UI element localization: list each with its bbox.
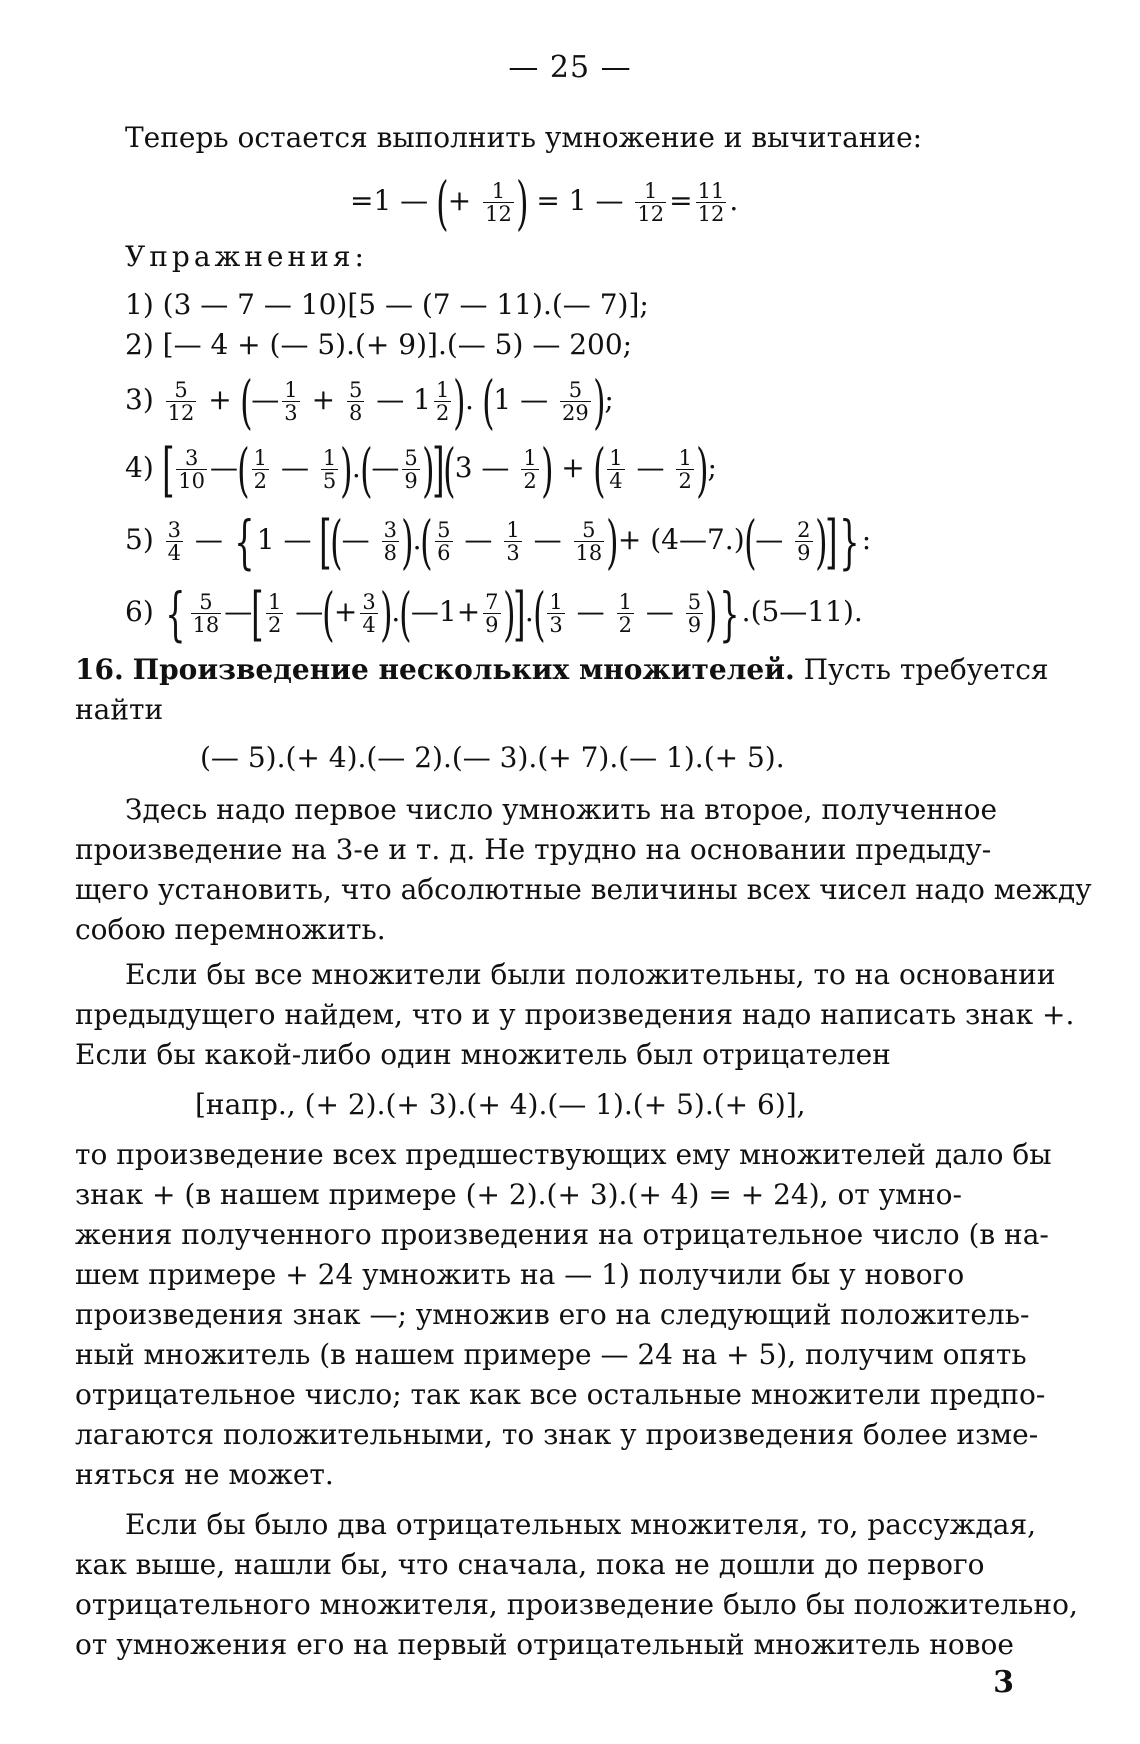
paragraph-line: няться не может. [75, 1458, 334, 1491]
paragraph-line: щего установить, что абсолютные величины всех чисел надо между [75, 873, 1092, 906]
fraction: $\frac{1}{4}$ [609, 446, 623, 493]
expression-text: .(5—11). [741, 595, 863, 628]
section-text: Пусть требуется [803, 653, 1049, 686]
paragraph-line: от умножения его на первый отрицательный множитель новое [75, 1628, 1014, 1661]
exercises-heading: Упражнения: [125, 240, 368, 273]
exercise-label: 4) [125, 451, 154, 484]
fraction: $\frac{1}{3}$ [284, 378, 298, 425]
eq-text: = [669, 184, 693, 217]
exercise-2: 2) [— 4 + (— 5).(+ 9)].(— 5) — 200; [125, 328, 633, 361]
paragraph-line: Если бы было два отрицательных множителя, то, рассуждая, [125, 1508, 1037, 1541]
paragraph-line: ный множитель (в нашем примере — 24 на + 5), получим опять [75, 1338, 1027, 1371]
exercise-6: 6) { $\frac{5}{18}$ —[ $\frac{1}{2}$ —(+ $\frac{3}{4}$ ).(—1+ $\frac{7}{9}$ )].( $\frac{1}{3}$ — $\frac{1}{2}$ — $\frac{5}{9}$ )}.(5—11). [125, 579, 863, 648]
fraction: $\frac{1}{2}$ [435, 378, 450, 425]
exercise-label: 5) [125, 523, 154, 556]
exercise-label: 3) [125, 383, 154, 416]
fraction: $\frac{1}{5}$ [322, 446, 337, 493]
fraction: $\frac{3}{10}$ [178, 446, 206, 493]
paragraph-line: произведения знак —; умножив его на следующий положитель- [75, 1298, 1030, 1331]
paragraph-line: Если бы какой-либо один множитель был отрицателен [75, 1038, 891, 1071]
signature-mark: 3 [993, 1665, 1014, 1700]
paragraph-line: Здесь надо первое число умножить на второе, полученное [125, 793, 998, 826]
exercise-label: 6) [125, 595, 154, 628]
fraction: $\frac{3}{8}$ [383, 518, 397, 565]
paragraph-line: отрицательное число; так как все остальные множители предпо- [75, 1378, 1046, 1411]
section-title: Произведение нескольких множителей. [132, 653, 795, 686]
exercise-5: 5) $\frac{3}{4}$ — {1 — [(— $\frac{3}{8}$ ).( $\frac{5}{6}$ — $\frac{1}{3}$ — $\frac{5}{18}$ )+ (4—7.)(— $\frac{2}{9}$ )]}: [125, 507, 872, 576]
section-heading-line [75, 650, 1049, 690]
eq-text: . [729, 184, 739, 217]
text-line: найти [75, 693, 164, 726]
fraction: $\frac{5}{9}$ [687, 590, 702, 637]
paragraph-line: жения полученного произведения на отрицательное число (в на- [75, 1218, 1049, 1251]
fraction: $\frac{5}{9}$ [404, 446, 418, 493]
expression-text: + (4—7.) [617, 523, 745, 556]
eq-text: = 1 — [536, 184, 624, 217]
fraction: $\frac{5}{6}$ [437, 518, 451, 565]
fraction: $\frac{7}{9}$ [485, 590, 499, 637]
fraction: $\frac{5}{12}$ [167, 378, 195, 425]
paragraph-line: лагаются положительными, то знак у произведения более изме- [75, 1418, 1039, 1451]
fraction: $\frac{1}{2}$ [253, 446, 268, 493]
section-number: 16. [75, 653, 124, 686]
fraction: $\frac{3}{4}$ [167, 518, 182, 565]
eq-text: + [447, 184, 472, 217]
fraction: $\frac{1}{12}$ [485, 179, 512, 226]
fraction: $\frac{11}{12}$ [697, 179, 725, 226]
fraction: $\frac{1}{2}$ [267, 590, 282, 637]
fraction: $\frac{1}{2}$ [523, 446, 537, 493]
fraction: $\frac{1}{3}$ [549, 590, 563, 637]
fraction: $\frac{1}{2}$ [678, 446, 692, 493]
fraction: $\frac{5}{18}$ [192, 590, 220, 637]
result-equation [350, 168, 739, 237]
paragraph-line: предыдущего найдем, что и у произведения надо написать знак +. [75, 998, 1075, 1031]
left-paren: ( [436, 168, 449, 237]
paragraph-line: то произведение всех предшествующих ему множителей дало бы [75, 1138, 1052, 1171]
paragraph-line: произведение на 3-е и т. д. Не трудно на основании предыду- [75, 833, 992, 866]
paragraph-line: как выше, нашли бы, что сначала, пока не дошли до первого [75, 1548, 985, 1581]
paragraph-line: собою перемножить. [75, 913, 386, 946]
fraction: $\frac{2}{9}$ [797, 518, 811, 565]
exercise-1: 1) (3 — 7 — 10)[5 — (7 — 11).(— 7)]; [125, 288, 649, 321]
right-paren: ) [515, 168, 529, 237]
example-expression: [напр., (+ 2).(+ 3).(+ 4).(— 1).(+ 5).(+ 6)], [195, 1088, 806, 1121]
text-line: Теперь остается выполнить умножение и вычитание: [125, 121, 923, 154]
fraction: $\frac{5}{18}$ [575, 518, 603, 565]
paragraph-line: Если бы все множители были положительны, то на основании [125, 958, 1056, 991]
paragraph-line: шем примере + 24 умножить на — 1) получили бы у нового [75, 1258, 965, 1291]
page-number: — 25 — [508, 50, 632, 85]
eq-text: =1 — [350, 184, 429, 217]
exercise-3: 3) $\frac{5}{12}$ + (— $\frac{1}{3}$ + $\frac{5}{8}$ — 1 $\frac{1}{2}$ ). (1 — $\frac{5}{29}$ ); [125, 367, 614, 436]
fraction: $\frac{1}{12}$ [637, 179, 665, 226]
paragraph-line: знак + (в нашем примере (+ 2).(+ 3).(+ 4) = + 24), от умно- [75, 1178, 962, 1211]
paragraph-line: отрицательного множителя, произведение было бы положительно, [75, 1588, 1078, 1621]
product-expression: (— 5).(+ 4).(— 2).(— 3).(+ 7).(— 1).(+ 5). [200, 741, 785, 774]
fraction: $\frac{3}{4}$ [362, 590, 376, 637]
fraction: $\frac{1}{3}$ [506, 518, 520, 565]
fraction: $\frac{5}{8}$ [348, 378, 363, 425]
fraction: $\frac{5}{29}$ [562, 378, 589, 425]
fraction: $\frac{1}{2}$ [618, 590, 632, 637]
exercise-4: 4) [ $\frac{3}{10}$ —( $\frac{1}{2}$ — $\frac{1}{5}$ ).(— $\frac{5}{9}$ )](3 — $\frac{1}{2}$ ) + ( $\frac{1}{4}$ — $\frac{1}{2}$ ); [125, 435, 717, 504]
